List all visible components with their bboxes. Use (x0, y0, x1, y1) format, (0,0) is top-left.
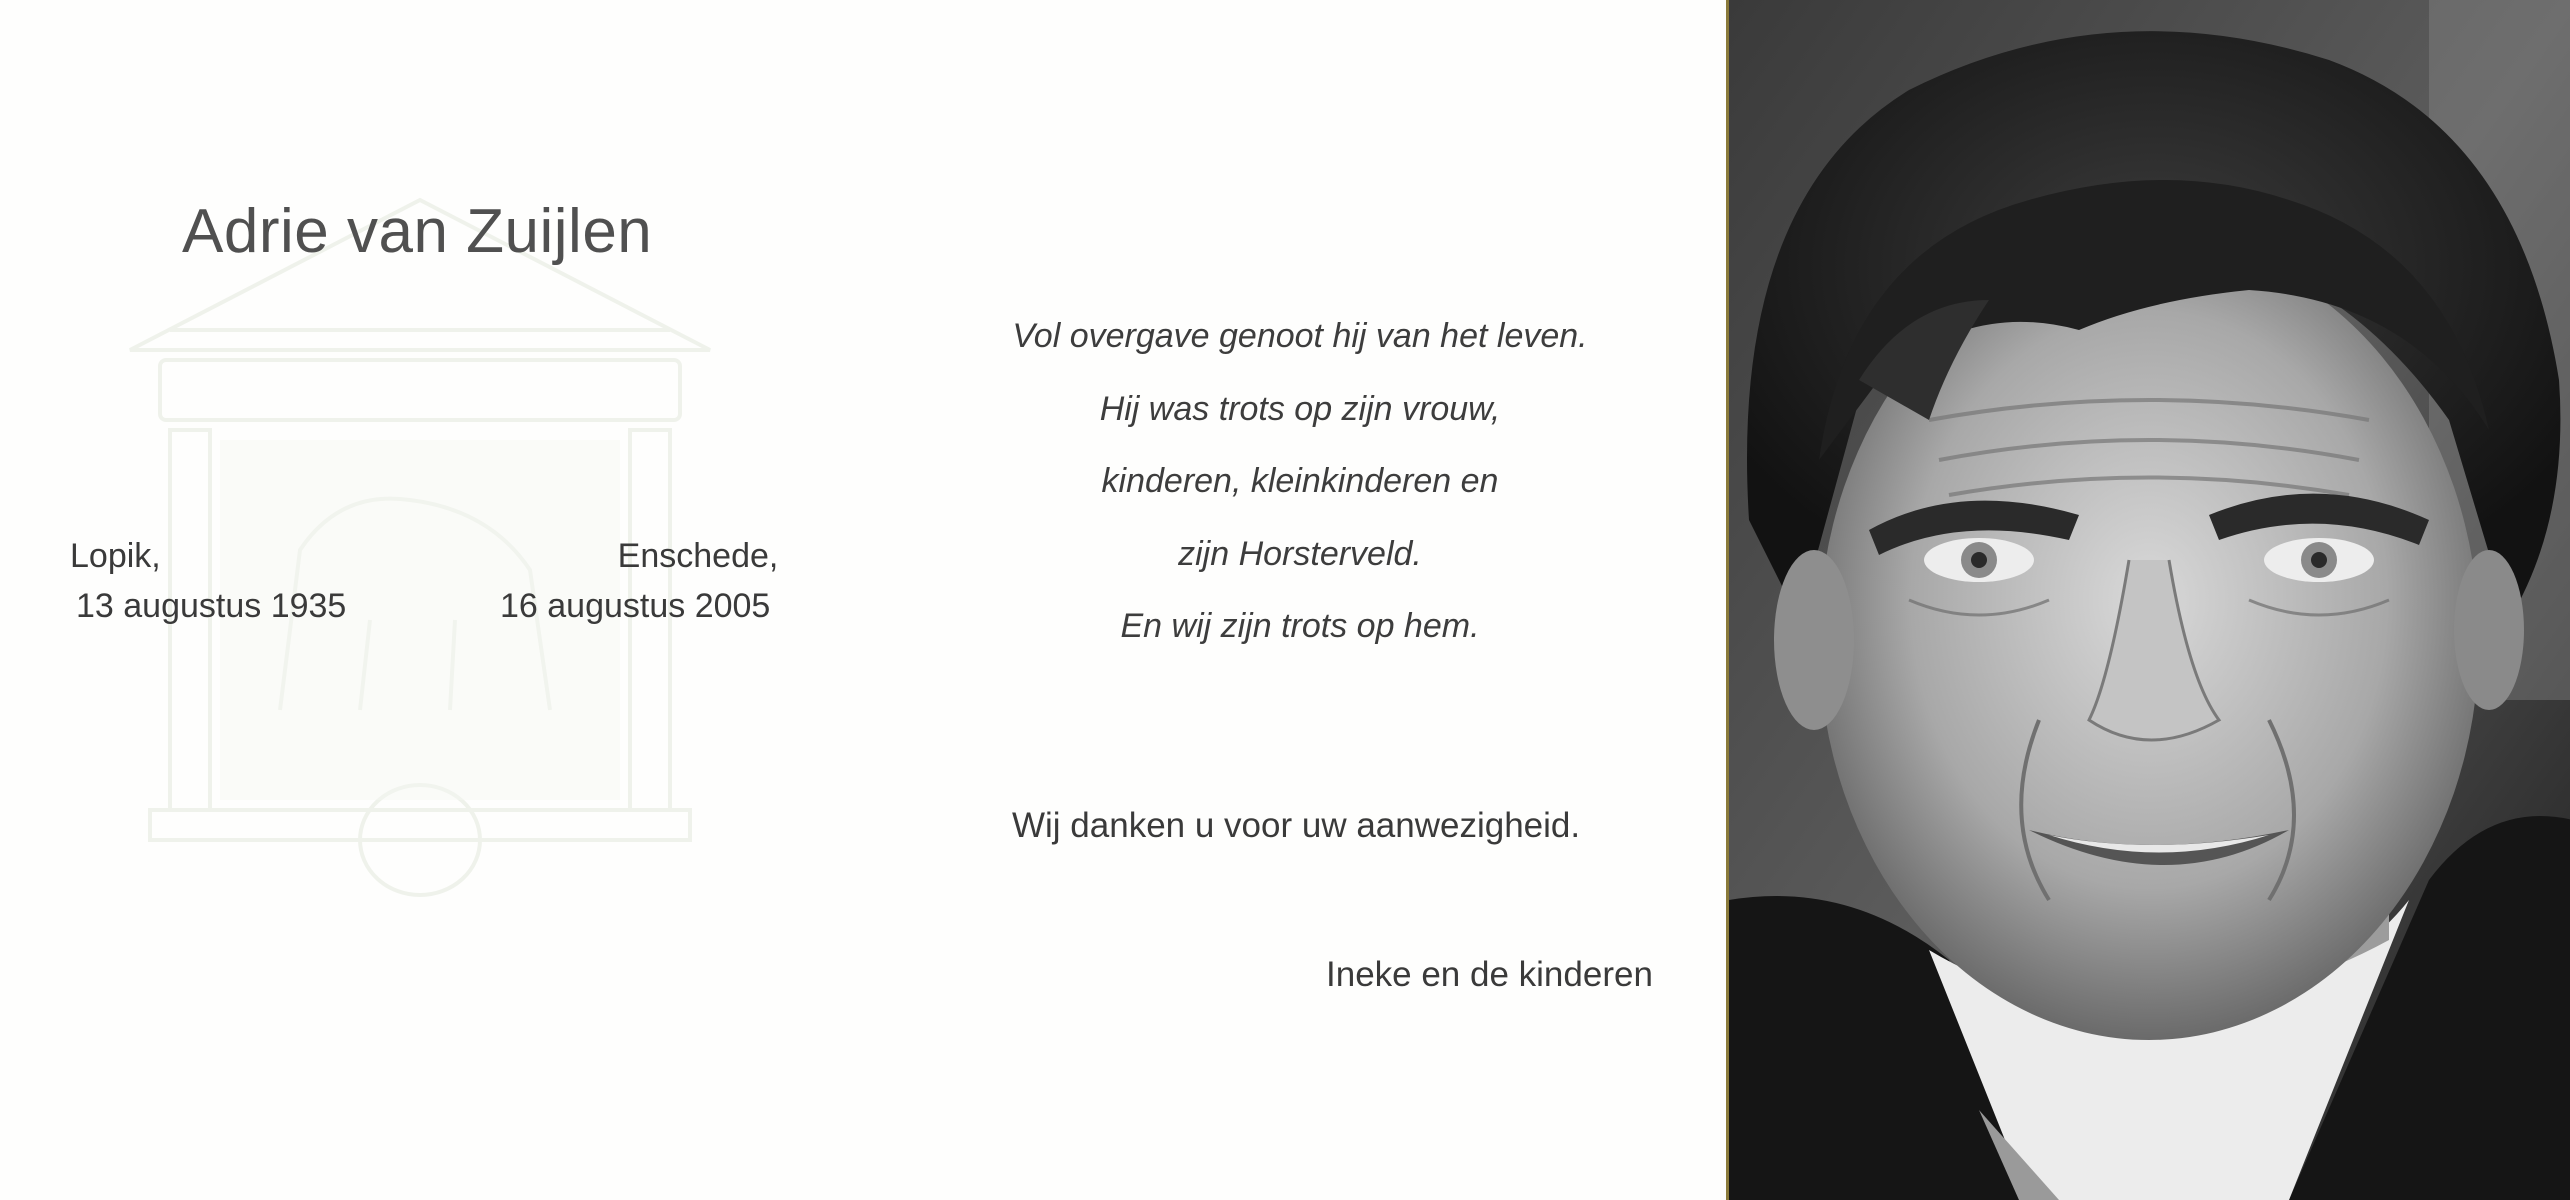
portrait-illustration (1729, 0, 2570, 1200)
birth-place: Lopik, (70, 537, 161, 575)
memorial-poem (940, 300, 1660, 663)
birth-date: 13 augustus 1935 (76, 587, 347, 625)
poem-line: zijn Horsterveld. (1178, 534, 1422, 573)
death-info (500, 531, 779, 631)
thanks-text: Wij danken u voor uw aanwezigheid. (1012, 806, 1581, 845)
death-date: 16 augustus 2005 (500, 587, 771, 625)
deceased-name: Adrie van Zuijlen (182, 197, 653, 266)
poem-line: Vol overgave genoot hij van het leven. (1012, 317, 1588, 355)
poem-line: En wij zijn trots op hem. (1120, 607, 1480, 645)
portrait-photo (1726, 0, 2570, 1200)
poem-line: Hij was trots op zijn vrouw, (1099, 389, 1501, 428)
signature-text: Ineke en de kinderen (1326, 955, 1653, 994)
death-place: Enschede, (617, 537, 779, 575)
birth-info (70, 531, 346, 631)
poem-line: kinderen, kleinkinderen en (1101, 462, 1499, 500)
